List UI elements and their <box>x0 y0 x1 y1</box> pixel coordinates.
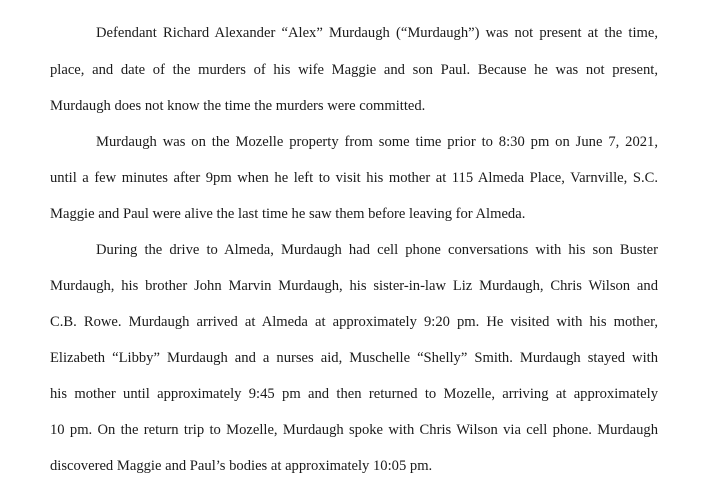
text-line: Elizabeth “Libby” Murdaugh and a nurses aid, Muschelle “Shelly” Smith. Murdaugh stayed with <box>50 350 658 366</box>
text-line: place, and date of the murders of his wife Maggie and son Paul. Because he was not present, <box>50 62 658 78</box>
text-line: until a few minutes after 9pm when he left to visit his mother at 115 Almeda Place, Varnville, S.C. <box>50 170 658 186</box>
text-line: Murdaugh, his brother John Marvin Murdaugh, his sister-in-law Liz Murdaugh, Chris Wilson and <box>50 278 658 294</box>
text-line: Defendant Richard Alexander “Alex” Murdaugh (“Murdaugh”) was not present at the time, <box>96 25 658 41</box>
text-line: discovered Maggie and Paul’s bodies at approximately 10:05 pm. <box>50 458 433 474</box>
text-line: Murdaugh does not know the time the murders were committed. <box>50 98 426 114</box>
text-line: Maggie and Paul were alive the last time he saw them before leaving for Almeda. <box>50 206 526 222</box>
text-line: During the drive to Almeda, Murdaugh had cell phone conversations with his son Buster <box>96 242 658 258</box>
text-line: 10 pm. On the return trip to Mozelle, Murdaugh spoke with Chris Wilson via cell phone. Murdaugh <box>50 422 658 438</box>
text-line: C.B. Rowe. Murdaugh arrived at Almeda at approximately 9:20 pm. He visited with his mother, <box>50 314 658 330</box>
text-line: Murdaugh was on the Mozelle property from some time prior to 8:30 pm on June 7, 2021, <box>96 134 658 150</box>
text-line: his mother until approximately 9:45 pm and then returned to Mozelle, arriving at approximately <box>50 386 658 402</box>
